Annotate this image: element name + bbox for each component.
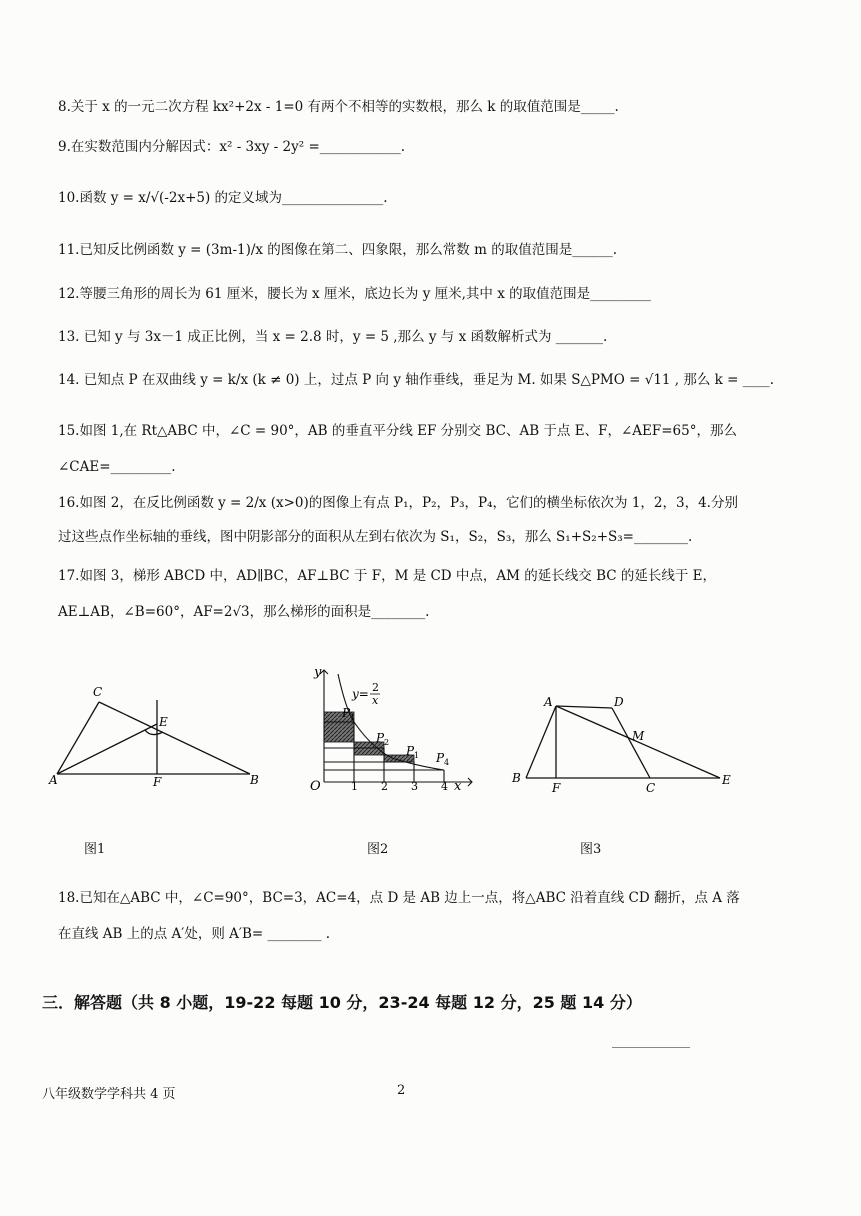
question-8: 8.关于 x 的一元二次方程 kx²+2x - 1=0 有两个不相等的实数根，那么 k 的取值范围是_____. xyxy=(58,99,619,115)
question-10: 10.函数 y = x/√(-2x+5) 的定义域为_______________. xyxy=(58,190,388,206)
fig1-label-b: B xyxy=(250,773,259,787)
fig1-label-c: C xyxy=(93,685,103,699)
page-number: 2 xyxy=(397,1083,406,1098)
question-17: 17.如图 3，梯形 ABCD 中，AD∥BC，AF⊥BC 于 F，M 是 CD 中点，AM 的延长线交 BC 的延长线于 E，AE⊥AB，∠B=60°，AF=2√3，那么梯形的面积是________. xyxy=(58,568,717,620)
fig1-label-e: E xyxy=(159,715,168,729)
question-12: 12.等腰三角形的周长为 61 厘米，腰长为 x 厘米，底边长为 y 厘米,其中 x 的取值范围是_________ xyxy=(58,286,651,302)
fig2-label-x: x xyxy=(454,779,462,792)
fig2-label-p4: P xyxy=(436,751,445,765)
question-18: 18.已知在△ABC 中，∠C=90°，BC=3，AC=4，点 D 是 AB 边上一点，将△ABC 沿着直线 CD 翻折，点 A 落在直线 AB 上的点 A′处，则 A′B= ________ . xyxy=(58,890,740,942)
fig2-label-p1: P xyxy=(342,706,351,720)
fig2-label-o: O xyxy=(310,779,321,792)
figure-3-caption: 图3 xyxy=(580,842,602,857)
footer-title: 八年级数学学科共 4 页 xyxy=(42,1087,176,1102)
question-14: 14. 已知点 P 在双曲线 y = k/x (k ≠ 0) 上，过点 P 向 y 轴作垂线，垂足为 M. 如果 S△PMO = √11 , 那么 k = ____. xyxy=(58,372,775,388)
fig2-tick-4: 4 xyxy=(441,780,448,792)
question-15: 15.如图 1,在 Rt△ABC 中，∠C = 90°，AB 的垂直平分线 EF 分别交 BC、AB 于点 E、F，∠AEF=65°，那么 ∠CAE=_________. xyxy=(58,423,737,475)
question-9: 9.在实数范围内分解因式：x² - 3xy - 2y² =____________. xyxy=(58,139,406,155)
fig3-label-m: M xyxy=(632,729,645,743)
section-heading: 三．解答题（共 8 小题，19-22 每题 10 分，23-24 每题 12 分，25 题 14 分） xyxy=(42,993,642,1012)
fig3-label-a: A xyxy=(544,695,553,709)
fig2-label-p4-sub: 4 xyxy=(444,758,450,767)
question-11: 11.已知反比例函数 y = (3m-1)/x 的图像在第二、四象限，那么常数 m 的取值范围是______. xyxy=(58,242,617,258)
figure-2-caption: 图2 xyxy=(367,842,389,857)
fig3-label-c: C xyxy=(646,781,656,795)
fig2-func-y: y= xyxy=(352,687,369,701)
fig2-tick-1: 1 xyxy=(351,780,358,792)
fig3-label-f: F xyxy=(552,781,561,795)
fig2-label-p2-sub: 2 xyxy=(384,738,390,747)
fig3-label-e: E xyxy=(722,773,731,787)
fig3-label-b: B xyxy=(512,771,521,785)
fig2-tick-3: 3 xyxy=(411,780,418,792)
fig2-label-y: y xyxy=(314,665,322,680)
fig2-label-p2: P xyxy=(376,731,385,745)
fig2-label-p3: P xyxy=(406,744,415,758)
fig2-tick-2: 2 xyxy=(381,780,388,792)
question-16: 16.如图 2，在反比例函数 y = 2/x (x>0)的图像上有点 P₁，P₂，P₃，P₄，它们的横坐标依次为 1，2，3，4.分别过这些点作坐标轴的垂线，图中阴影部分的面积从左到右依次为 S₁，S₂，S₃，那么 S₁+S₂+S₃=________. xyxy=(58,495,738,545)
fig2-func-den: x xyxy=(372,694,379,707)
question-13: 13. 已知 y 与 3x－1 成正比例，当 x = 2.8 时，y = 5 ,那么 y 与 x 函数解析式为 _______. xyxy=(58,329,608,345)
fig1-label-f: F xyxy=(153,775,162,789)
fig2-label-p3-sub: 1 xyxy=(414,751,420,760)
fig1-label-a: A xyxy=(49,773,58,787)
figure-1-caption: 图1 xyxy=(84,842,106,857)
figure-2 xyxy=(302,662,482,792)
figure-3 xyxy=(508,690,748,800)
divider-line xyxy=(612,1047,690,1048)
fig2-label-p1-sub: 1 xyxy=(350,713,356,722)
fig3-label-d: D xyxy=(614,695,624,709)
fig2-func-num: 2 xyxy=(372,681,379,694)
figure-1 xyxy=(45,680,285,790)
